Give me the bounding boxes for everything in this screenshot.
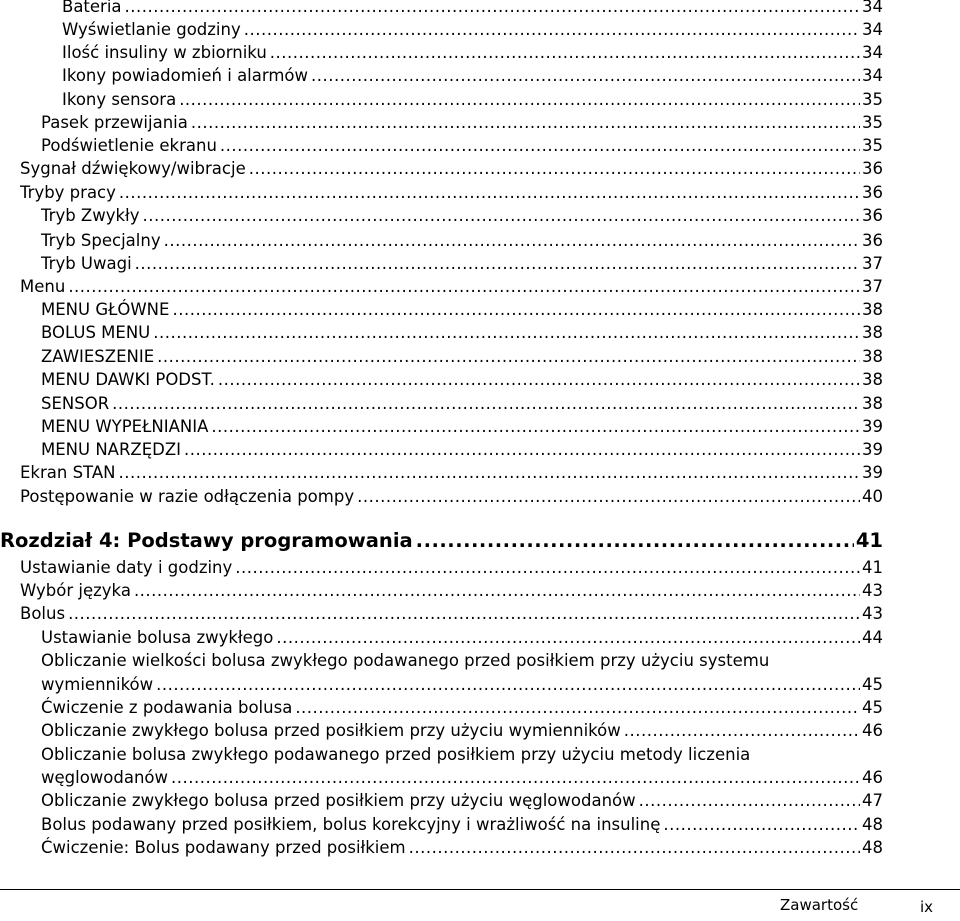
footer-page-number: ix [920, 898, 934, 916]
toc-entry[interactable] [41, 135, 883, 157]
toc-entry-page: 35 [862, 90, 883, 109]
toc-entry-page: 45 [862, 675, 883, 694]
toc-chapter-title: Rozdział 4: Podstawy programowania [0, 529, 413, 552]
toc-entry-title: Bateria [62, 0, 122, 16]
toc-entry-page: 44 [862, 628, 883, 647]
toc-entry-page: 40 [862, 487, 883, 506]
toc-entry-title: Sygnał dźwiękowy/wibracje [20, 159, 246, 178]
toc-entry[interactable] [41, 369, 883, 391]
toc-entry-wrapped-line[interactable] [41, 650, 883, 672]
toc-entry[interactable] [41, 230, 883, 252]
toc-entry[interactable] [20, 603, 883, 625]
toc-entry-title: MENU GŁÓWNE [41, 300, 170, 319]
toc-entry-title: Bolus [20, 604, 66, 623]
toc-entry-page: 36 [862, 159, 883, 178]
toc-entry-page: 46 [862, 721, 883, 740]
toc-entry-page: 34 [862, 43, 883, 62]
toc-entry-page: 38 [862, 347, 883, 366]
toc-entry-page: 38 [862, 323, 883, 342]
toc-entry-title: Ikony powiadomień i alarmów [62, 66, 309, 85]
toc-entry-title: Postępowanie w razie odłączenia pompy [20, 487, 355, 506]
toc-entry-title: MENU NARZĘDZI [41, 440, 182, 459]
toc-entry[interactable] [41, 674, 883, 696]
toc-entry-page: 47 [862, 791, 883, 810]
toc-entry-title: Tryby pracy [20, 183, 116, 202]
toc-entry-title: Obliczanie zwykłego bolusa przed posiłkiem przy użyciu wymienników [41, 721, 621, 740]
toc-entry-page: 41 [862, 558, 883, 577]
toc-entry-page: 48 [862, 815, 883, 834]
toc-entry-page: 35 [862, 113, 883, 132]
toc-entry[interactable] [20, 462, 883, 484]
toc-entry[interactable] [41, 253, 883, 275]
toc-entry[interactable] [20, 276, 883, 298]
toc-entry[interactable] [41, 814, 883, 836]
toc-entry-page: 36 [862, 231, 883, 250]
toc-entry-title: węglowodanów [41, 768, 169, 787]
toc-entry-wrapped-line[interactable] [41, 744, 883, 766]
toc-entry-page: 39 [862, 463, 883, 482]
toc-entry[interactable] [20, 580, 883, 602]
toc-entry-title: Obliczanie bolusa zwykłego podawanego przed posiłkiem przy użyciu metody liczenia [41, 745, 751, 764]
toc-entry[interactable] [62, 65, 883, 87]
toc-entry-title: Tryb Specjalny [41, 231, 161, 250]
toc-entry-page: 48 [862, 838, 883, 857]
toc-entry-page: 39 [862, 417, 883, 436]
toc-entry-title: MENU DAWKI PODST. [41, 370, 215, 389]
toc-entry-page: 46 [862, 768, 883, 787]
toc-entry[interactable] [41, 346, 883, 368]
footer-section-label: Zawartość [780, 896, 859, 914]
toc-entry-page: 36 [862, 183, 883, 202]
toc-entry-title: Obliczanie zwykłego bolusa przed posiłkiem przy użyciu węglowodanów [41, 791, 636, 810]
toc-entry-title: Pasek przewijania [41, 113, 188, 132]
toc-entry-title: Ekran STAN [20, 463, 116, 482]
toc-entry[interactable] [41, 439, 883, 461]
toc-entry-title: Ustawianie bolusa zwykłego [41, 628, 274, 647]
toc-entry[interactable] [20, 158, 883, 180]
toc-entry-page: 34 [862, 20, 883, 39]
footer-divider [0, 889, 960, 890]
toc-entry-title: Obliczanie wielkości bolusa zwykłego podawanego przed posiłkiem przy użyciu systemu [41, 651, 770, 670]
toc-entry[interactable] [41, 205, 883, 227]
toc-entry-title: Menu [20, 277, 66, 296]
toc-entry-title: Tryb Uwagi [41, 254, 132, 273]
toc-entry-page: 39 [862, 440, 883, 459]
toc-entry-title: Ćwiczenie: Bolus podawany przed posiłkiem [41, 838, 406, 857]
toc-entry-page: 34 [862, 0, 883, 16]
toc-entry-title: MENU WYPEŁNIANIA [41, 417, 209, 436]
toc-entry-page: 34 [862, 66, 883, 85]
toc-entry[interactable] [41, 322, 883, 344]
toc-entry-page: 45 [862, 698, 883, 717]
toc-entry[interactable] [20, 557, 883, 579]
toc-entry-page: 38 [862, 300, 883, 319]
toc-entry[interactable] [62, 0, 883, 18]
toc-entry-page: 37 [862, 277, 883, 296]
toc-chapter-page: 41 [855, 529, 883, 552]
toc-entry-title: Tryb Zwykły [41, 206, 140, 225]
toc-entry-title: Wybór języka [20, 581, 131, 600]
toc-entry-title: Podświetlenie ekranu [41, 136, 217, 155]
toc-entry[interactable] [62, 19, 883, 41]
toc-entry-title: Ikony sensora [62, 90, 177, 109]
toc-entry-title: BOLUS MENU [41, 323, 151, 342]
toc-entry[interactable] [41, 112, 883, 134]
toc-entry-page: 36 [862, 206, 883, 225]
toc-entry[interactable] [20, 182, 883, 204]
toc-entry[interactable] [20, 486, 883, 508]
toc-entry-title: ZAWIESZENIE [41, 347, 155, 366]
toc-entry[interactable] [41, 393, 883, 415]
toc-entry-title: Ćwiczenie z podawania bolusa [41, 698, 293, 717]
toc-entry[interactable] [41, 790, 883, 812]
toc-entry-title: SENSOR [41, 394, 110, 413]
toc-entry-title: Ustawianie daty i godziny [20, 558, 233, 577]
toc-entry[interactable] [62, 42, 883, 64]
toc-entry[interactable] [41, 720, 883, 742]
toc-entry[interactable] [41, 697, 883, 719]
toc-entry-title: Bolus podawany przed posiłkiem, bolus korekcyjny i wrażliwość na insulinę [41, 815, 661, 834]
toc-entry[interactable] [41, 627, 883, 649]
toc-entry[interactable] [41, 837, 883, 859]
toc-entry[interactable] [41, 767, 883, 789]
toc-entry-page: 43 [862, 604, 883, 623]
toc-entry-page: 38 [862, 370, 883, 389]
toc-chapter[interactable] [0, 528, 883, 554]
toc-entry[interactable] [62, 89, 883, 111]
toc-entry-page: 35 [862, 136, 883, 155]
toc-entry-page: 43 [862, 581, 883, 600]
toc-entry[interactable] [41, 299, 883, 321]
toc-entry-page: 37 [862, 254, 883, 273]
toc-entry[interactable] [41, 416, 883, 438]
toc-entry-title: Wyświetlanie godziny [62, 20, 241, 39]
toc-entry-page: 38 [862, 394, 883, 413]
toc-entry-title: wymienników [41, 675, 154, 694]
toc-entry-title: Ilość insuliny w zbiorniku [62, 43, 267, 62]
